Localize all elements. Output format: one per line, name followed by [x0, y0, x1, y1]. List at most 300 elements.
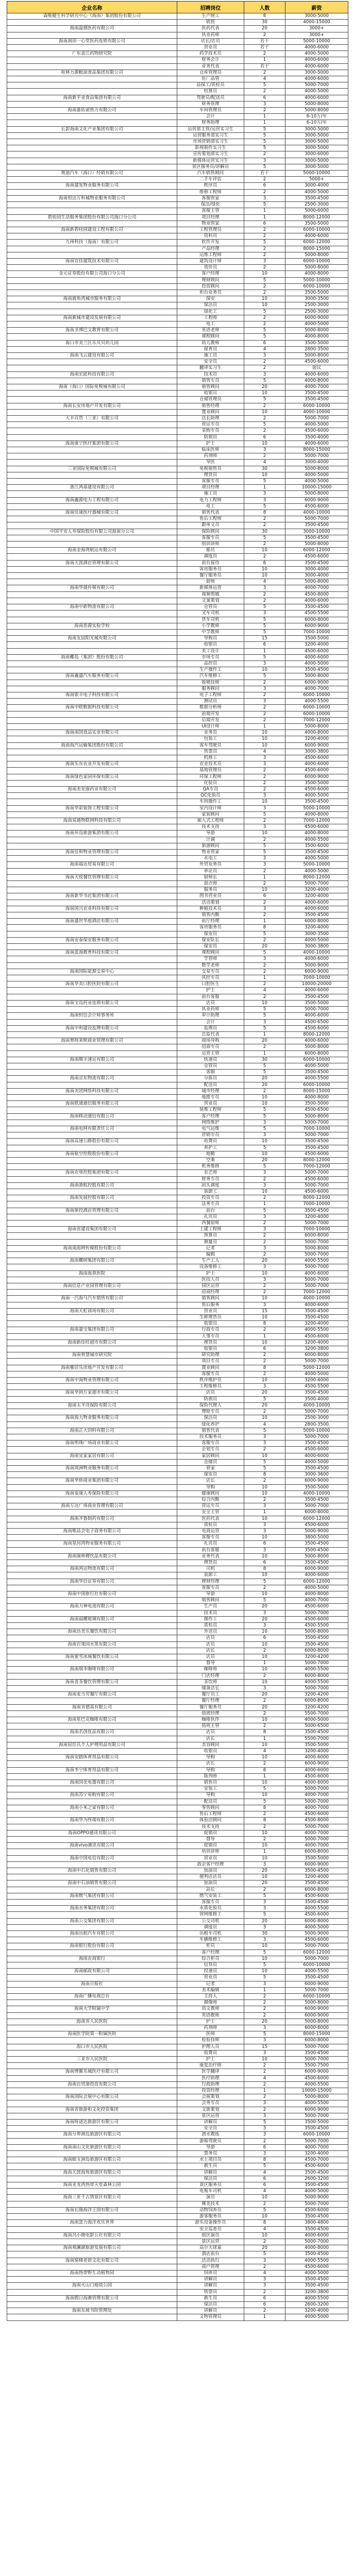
salary-cell: 4500-6000	[285, 1604, 348, 1610]
table-row	[7, 925, 348, 931]
salary-cell: 4500-6000	[285, 2264, 348, 2270]
salary-cell: 4000-10000	[285, 1402, 348, 1409]
position-cell: 营运专员	[177, 1503, 244, 1510]
table-row	[7, 887, 348, 893]
position-cell: 行政专员	[177, 1327, 244, 1333]
position-cell: 空乘	[177, 1157, 244, 1163]
count-cell: 2	[244, 1497, 285, 1503]
table-row	[7, 1182, 348, 1189]
table-row	[7, 2063, 348, 2069]
count-cell: 2	[244, 2201, 285, 2207]
table-row	[7, 183, 348, 189]
salary-cell: 4500-6000	[285, 1025, 348, 1031]
company-cell	[7, 925, 177, 931]
table-row	[7, 994, 348, 1000]
count-cell: 15	[244, 1308, 285, 1314]
salary-cell: 4500-6000	[285, 1447, 348, 1453]
salary-cell: 4000-7000	[285, 585, 348, 591]
company-cell: 海南易通物联网科技有限公司	[7, 818, 177, 824]
company-cell	[7, 1302, 177, 1308]
position-cell: 销售顾问	[177, 384, 244, 390]
count-cell: 2	[244, 416, 285, 422]
count-cell: 2	[244, 2000, 285, 2006]
table-row	[7, 2019, 348, 2025]
position-cell: 视频剪辑	[177, 591, 244, 598]
salary-cell: 5000-7000	[285, 1836, 348, 1842]
count-cell: 10	[244, 2195, 285, 2201]
salary-cell: 3500-4500	[285, 2283, 348, 2289]
position-cell: 游乐设备操作员	[177, 2220, 244, 2226]
position-cell: 讲解员	[177, 2170, 244, 2176]
position-cell: 投资专员	[177, 1195, 244, 1201]
company-cell: 海南达美乐餐饮有限公司	[7, 1629, 177, 1635]
table-row	[7, 774, 348, 780]
count-cell: 10	[244, 831, 285, 837]
company-cell	[7, 1698, 177, 1704]
salary-cell: 面议	[285, 365, 348, 371]
position-cell: QA专员	[177, 786, 244, 792]
company-cell	[7, 994, 177, 1000]
company-cell: 海南华晟传媒有限公司	[7, 585, 177, 591]
company-cell	[7, 642, 177, 648]
table-row	[7, 1088, 348, 1094]
count-cell: 2	[244, 1723, 285, 1730]
count-cell: 3	[244, 1227, 285, 1233]
table-row	[7, 1861, 348, 1868]
position-cell: 调度员	[177, 554, 244, 560]
count-cell: 1	[244, 1660, 285, 1667]
count-cell: 3	[244, 1440, 285, 1447]
salary-cell: 4500-6000	[285, 824, 348, 831]
company-cell: 海南李宁体育用品有限公司	[7, 1767, 177, 1773]
table-row	[7, 1478, 348, 1484]
salary-cell: 2500-3000	[285, 202, 348, 208]
salary-cell: 5000-8000	[285, 1553, 348, 1560]
company-cell: 海南智慧城市研究院	[7, 1352, 177, 1359]
count-cell: 20	[244, 26, 285, 32]
company-cell: 海南新碧桂园建设工程有限公司	[7, 227, 177, 233]
count-cell: 4	[244, 749, 285, 755]
company-cell: 海南高速公路股份有限公司	[7, 1139, 177, 1145]
salary-cell: 5000-7000	[285, 82, 348, 89]
salary-cell: 4000-5500	[285, 837, 348, 843]
table-row	[7, 893, 348, 900]
salary-cell: 3000-5000	[285, 126, 348, 132]
position-cell: 培训讲师	[177, 1849, 244, 1855]
position-cell: 车辆维修工	[177, 1937, 244, 1943]
table-row	[7, 648, 348, 654]
count-cell: 10	[244, 2232, 285, 2239]
table-row	[7, 82, 348, 89]
company-cell	[7, 246, 177, 252]
position-cell: 售票员	[177, 2289, 244, 2295]
salary-cell: 4000-5000	[285, 2314, 348, 2320]
company-cell: 海南安泰保安服务有限公司	[7, 937, 177, 943]
company-cell: 海南中石油销售有限公司	[7, 1880, 177, 1887]
count-cell: 2	[244, 2081, 285, 2088]
company-cell	[7, 1635, 177, 1641]
company-cell	[7, 956, 177, 962]
company-cell: 海南农垦控股集团有限公司	[7, 1170, 177, 1176]
table-row	[7, 1786, 348, 1792]
company-cell: 九州科技（海南）有限公司	[7, 240, 177, 246]
count-cell: 2	[244, 70, 285, 76]
salary-cell: 2500-3000	[285, 1415, 348, 1421]
company-cell	[7, 2239, 177, 2245]
table-row	[7, 1434, 348, 1440]
table-row	[7, 2176, 348, 2182]
count-cell: 3	[244, 1610, 285, 1616]
company-cell	[7, 32, 177, 38]
table-row	[7, 315, 348, 321]
table-row	[7, 1070, 348, 1076]
position-cell: 客服管家	[177, 195, 244, 201]
company-cell: 海南新城市建设发展有限公司	[7, 315, 177, 321]
table-row	[7, 1830, 348, 1836]
salary-cell: 3500-4500	[285, 850, 348, 856]
salary-cell: 3000-3600	[285, 1472, 348, 1478]
salary-cell: 4000-10000	[285, 409, 348, 415]
position-cell: 销售顾问	[177, 1598, 244, 1604]
count-cell: 10	[244, 1629, 285, 1635]
table-row	[7, 189, 348, 195]
table-row	[7, 730, 348, 736]
count-cell: 6	[244, 221, 285, 227]
position-cell: 技术服务员	[177, 1434, 244, 1440]
salary-cell: 4000-6000	[285, 1302, 348, 1308]
count-cell: 2	[244, 780, 285, 786]
company-cell	[7, 1107, 177, 1113]
count-cell: 2	[244, 1585, 285, 1591]
count-cell: 3	[244, 371, 285, 378]
salary-cell: 6000-10000	[285, 283, 348, 290]
position-cell: 物业管家	[177, 850, 244, 856]
salary-cell: 6000-8000	[285, 617, 348, 623]
position-cell: 电气运维	[177, 1126, 244, 1132]
table-row	[7, 89, 348, 95]
position-cell: 商场导购	[177, 1038, 244, 1044]
count-cell: 6	[244, 893, 285, 900]
company-cell: 海南省建设集团有限公司	[7, 1227, 177, 1233]
table-row	[7, 2226, 348, 2232]
table-row	[7, 1302, 348, 1308]
table-row	[7, 491, 348, 497]
company-cell	[7, 1371, 177, 1377]
position-cell: 农艺师	[177, 1170, 244, 1176]
position-cell: 导购	[177, 1792, 244, 1799]
count-cell: 10	[244, 1378, 285, 1384]
salary-cell: 5500-7000	[285, 1736, 348, 1742]
salary-cell: 5500-7500	[285, 2063, 348, 2069]
position-cell: 电商运营	[177, 1528, 244, 1534]
table-row	[7, 1547, 348, 1553]
position-cell: QC化验员	[177, 793, 244, 799]
salary-cell: 4000-5500	[285, 2295, 348, 2301]
company-cell	[7, 1459, 177, 1465]
position-cell: 工程师	[177, 315, 244, 321]
salary-cell: 8000-15000	[285, 1088, 348, 1094]
table-row	[7, 2239, 348, 2245]
count-cell: 5	[244, 277, 285, 283]
company-cell	[7, 1396, 177, 1402]
count-cell: 6	[244, 560, 285, 566]
count-cell: 10	[244, 1956, 285, 1962]
position-cell: 质检员	[177, 1623, 244, 1629]
salary-cell: 4000-6000	[285, 57, 348, 63]
count-cell: 5	[244, 1459, 285, 1465]
company-cell: 海口市美兰区乐贝贝幼儿园	[7, 340, 177, 346]
salary-cell: 5000-9000	[285, 2195, 348, 2201]
count-cell: 20	[244, 1918, 285, 1924]
position-cell: 活动策划	[177, 900, 244, 906]
count-cell: 2	[244, 522, 285, 529]
salary-cell: 5000+	[285, 177, 348, 183]
count-cell: 5	[244, 164, 285, 170]
salary-cell: 5000-8000	[285, 352, 348, 359]
count-cell: 5	[244, 2120, 285, 2126]
position-cell: 餐厅服务员	[177, 1704, 244, 1710]
count-cell: 3	[244, 2277, 285, 2283]
company-cell: 海南农商银行	[7, 1956, 177, 1962]
count-cell: 10	[244, 409, 285, 415]
table-row	[7, 692, 348, 698]
company-cell	[7, 1164, 177, 1170]
position-cell: 政企客户经理	[177, 1861, 244, 1868]
salary-cell: 4500-6500	[285, 1107, 348, 1113]
salary-cell: 4000-5500	[285, 1679, 348, 1685]
company-cell	[7, 516, 177, 522]
table-row	[7, 1239, 348, 1245]
company-cell: 浙江鸿基建设有限公司	[7, 485, 177, 491]
company-cell	[7, 881, 177, 887]
table-row	[7, 591, 348, 598]
company-cell: 海南宜佳建筑技术有限公司	[7, 258, 177, 264]
count-cell: 4	[244, 460, 285, 466]
table-row	[7, 195, 348, 201]
table-row	[7, 497, 348, 503]
count-cell: 5	[244, 1950, 285, 1956]
table-row	[7, 573, 348, 579]
company-cell: 海南银丰电子科技有限公司	[7, 692, 177, 698]
count-cell: 2	[244, 768, 285, 774]
position-cell: 技术员	[177, 1610, 244, 1616]
table-row	[7, 1843, 348, 1849]
position-cell: 文案策划	[177, 598, 244, 604]
salary-cell: 4000-5500	[285, 1667, 348, 1673]
position-cell: 理货员	[177, 1560, 244, 1566]
position-cell: 客房服务员	[177, 925, 244, 931]
count-cell: 5	[244, 1465, 285, 1471]
company-cell	[7, 598, 177, 604]
position-cell: 保安员	[177, 1472, 244, 1478]
salary-cell: 3000+	[285, 32, 348, 38]
salary-cell: 7000-12000	[285, 818, 348, 824]
company-cell	[7, 535, 177, 541]
company-cell: 海南国际会展中心有限公司	[7, 2094, 177, 2100]
count-cell: 15	[244, 636, 285, 642]
position-cell: 招商专员	[177, 1044, 244, 1050]
position-cell: 厨师长	[177, 874, 244, 880]
count-cell: 8	[244, 2220, 285, 2226]
count-cell: 2	[244, 189, 285, 195]
position-cell: 导购	[177, 1484, 244, 1490]
table-row	[7, 843, 348, 849]
table-row	[7, 805, 348, 811]
salary-cell: 3500-4500	[285, 1315, 348, 1321]
position-cell: 出租车司机	[177, 1930, 244, 1937]
count-cell: 5	[244, 811, 285, 818]
salary-cell: 3500-4500	[285, 1880, 348, 1887]
salary-cell: 3500-4500	[285, 195, 348, 201]
table-row	[7, 1704, 348, 1710]
count-cell: 2	[244, 283, 285, 290]
table-row	[7, 164, 348, 170]
position-cell: 信贷员	[177, 1962, 244, 1968]
count-cell: 2	[244, 705, 285, 711]
salary-cell: 5000-8000	[285, 328, 348, 334]
salary-cell: 5000-10000	[285, 38, 348, 44]
salary-cell: 8000-15000	[285, 447, 348, 453]
table-row	[7, 1591, 348, 1597]
salary-cell: 4000-5500	[285, 1969, 348, 1975]
position-cell: 店员	[177, 1390, 244, 1396]
count-cell: 8	[244, 925, 285, 931]
salary-cell: 5000-9000	[285, 962, 348, 969]
salary-cell: 5000-7000	[285, 1686, 348, 1692]
company-cell: 海南OPPO通讯有限公司	[7, 1830, 177, 1836]
company-cell	[7, 2214, 177, 2220]
table-row	[7, 108, 348, 114]
position-cell: 茶饮师	[177, 1679, 244, 1685]
salary-cell: 4000-6000	[285, 1038, 348, 1044]
table-row	[7, 2138, 348, 2144]
count-cell: 10	[244, 391, 285, 397]
company-cell: 海南国际能源交易中心	[7, 969, 177, 975]
count-cell: 5	[244, 1070, 285, 1076]
company-cell	[7, 1145, 177, 1151]
count-cell: 3	[244, 824, 285, 831]
company-cell: 海南建发物业服务有限公司	[7, 183, 177, 189]
company-cell: 海南南国食品实业有限公司	[7, 730, 177, 736]
company-cell	[7, 793, 177, 799]
position-cell: 美工设计	[177, 648, 244, 654]
position-cell: 舞美技术	[177, 2201, 244, 2207]
position-cell: 营业员	[177, 1308, 244, 1314]
position-cell: 安全员	[177, 2126, 244, 2132]
salary-cell: 4000-15000	[285, 20, 348, 26]
position-cell: 交易专员	[177, 969, 244, 975]
salary-cell: 3500-4000	[285, 434, 348, 440]
count-cell: 5	[244, 328, 285, 334]
count-cell: 2	[244, 1176, 285, 1182]
count-cell: 3	[244, 956, 285, 962]
table-row	[7, 554, 348, 560]
table-row	[7, 1170, 348, 1176]
company-cell	[7, 1749, 177, 1755]
company-cell	[7, 2163, 177, 2170]
count-cell: 30	[244, 466, 285, 472]
salary-cell: 5000-8000	[285, 541, 348, 548]
table-row	[7, 1855, 348, 1861]
salary-cell: 7000-10000	[285, 1201, 348, 1208]
salary-cell: 3200-4000	[285, 1378, 348, 1384]
company-cell: 海南海大物业服务有限公司	[7, 1415, 177, 1421]
company-cell	[7, 447, 177, 453]
position-cell: 生产员	[177, 1604, 244, 1610]
salary-cell: 3500-4000	[285, 1396, 348, 1402]
salary-cell: 4500-8000	[285, 591, 348, 598]
salary-cell: 4000-5000	[285, 1717, 348, 1723]
salary-cell: 4000-6000	[285, 440, 348, 447]
count-cell: 3	[244, 1434, 285, 1440]
salary-cell: 6000-10000	[285, 403, 348, 409]
salary-cell: 6000-9000	[285, 497, 348, 503]
table-row	[7, 2120, 348, 2126]
table-row	[7, 1924, 348, 1930]
company-cell	[7, 1484, 177, 1490]
salary-cell: 3500-4500	[285, 1730, 348, 1736]
company-cell	[7, 1082, 177, 1088]
count-cell: 3	[244, 1214, 285, 1220]
position-cell: 语文教师	[177, 2006, 244, 2012]
salary-cell: 6000-8000	[285, 1918, 348, 1924]
count-cell: 10	[244, 1340, 285, 1346]
salary-cell: 3200-3800	[285, 2289, 348, 2295]
company-cell: 海南燃气集团有限公司	[7, 1893, 177, 1899]
company-cell: 海南国兴农业科技有限公司	[7, 906, 177, 912]
salary-cell: 6000-10000	[285, 2132, 348, 2138]
position-cell: 钣喷技师	[177, 680, 244, 686]
salary-cell: 8000-12000	[285, 1195, 348, 1201]
position-cell: 会计	[177, 1019, 244, 1025]
count-cell: 5	[244, 623, 285, 629]
position-cell: 装卸工	[177, 1189, 244, 1195]
count-cell: 若干	[244, 38, 285, 44]
salary-cell: 4000-6000	[285, 900, 348, 906]
company-cell	[7, 233, 177, 240]
count-cell: 10	[244, 566, 285, 572]
salary-cell: 4000-5000	[285, 189, 348, 195]
count-cell: 3	[244, 660, 285, 667]
salary-cell: 5000-8000	[285, 2000, 348, 2006]
table-row	[7, 1641, 348, 1648]
position-cell: 理货员	[177, 1340, 244, 1346]
position-cell: 客户经理	[177, 1950, 244, 1956]
table-row	[7, 120, 348, 126]
count-cell: 4	[244, 2075, 285, 2081]
count-cell: 3	[244, 1264, 285, 1270]
count-cell: 10	[244, 1654, 285, 1660]
salary-cell: 2600-3200	[285, 2301, 348, 2308]
position-cell: 咖啡师	[177, 1667, 244, 1673]
position-cell: 销售顾问	[177, 1296, 244, 1302]
salary-cell: 5000-7000	[285, 1943, 348, 1950]
salary-cell: 4000-5000	[285, 1371, 348, 1377]
table-row	[7, 2132, 348, 2138]
table-row	[7, 1654, 348, 1660]
table-row	[7, 667, 348, 673]
position-cell: 销售员	[177, 1780, 244, 1786]
position-cell: 仓库管理员	[177, 70, 244, 76]
position-cell: 数据分析师	[177, 705, 244, 711]
position-cell: 收银员	[177, 391, 244, 397]
company-cell	[7, 1321, 177, 1327]
position-cell: 收银员	[177, 642, 244, 648]
salary-cell: 4000-5000	[285, 868, 348, 874]
company-cell	[7, 158, 177, 164]
company-cell: 海南雅居乐房地产开发有限公司	[7, 1365, 177, 1371]
salary-cell: 3200-4000	[285, 887, 348, 893]
